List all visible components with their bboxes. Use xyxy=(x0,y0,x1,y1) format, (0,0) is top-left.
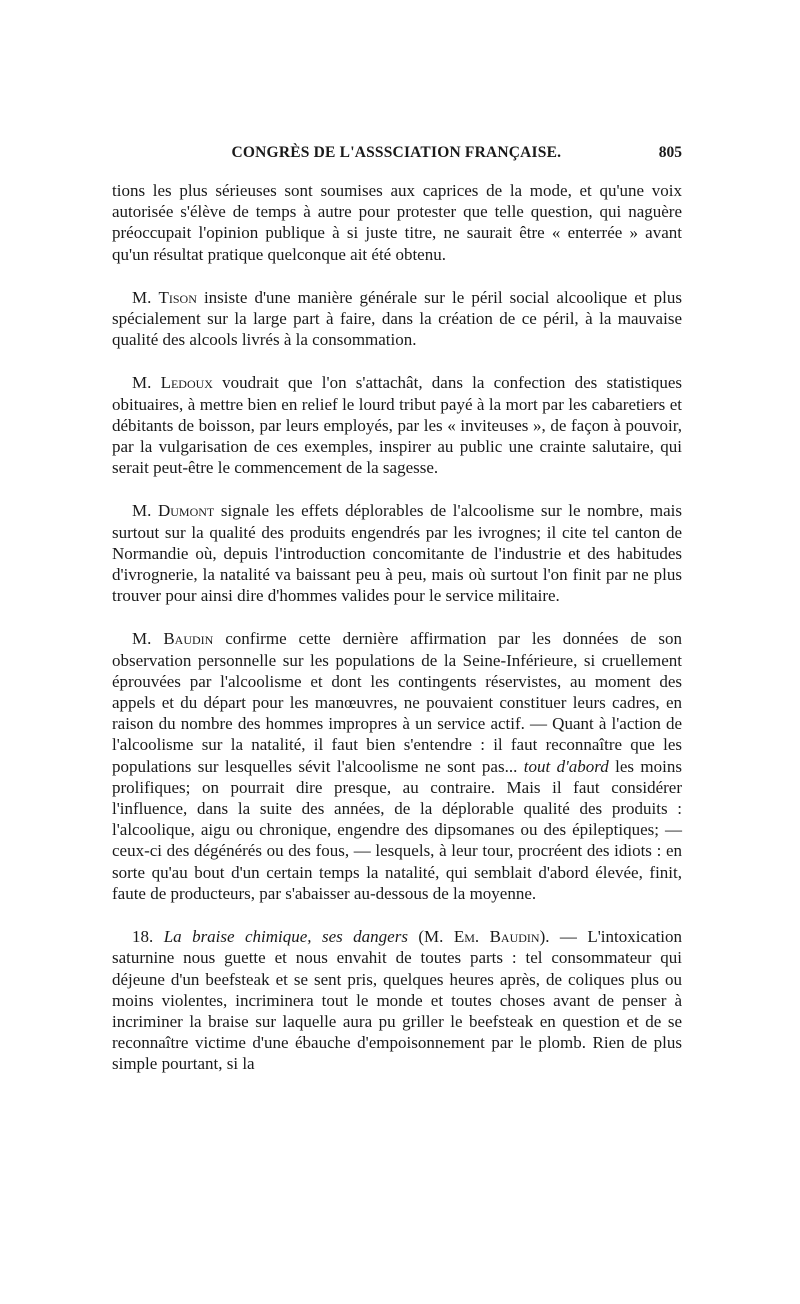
section-title: La braise chimique, ses dangers xyxy=(163,927,408,947)
body-text xyxy=(112,180,682,1075)
paragraph-ledoux xyxy=(112,372,682,478)
italic-phrase: tout d'abord xyxy=(523,756,609,776)
speaker-name: Tison xyxy=(158,287,197,307)
paragraph-continuation xyxy=(112,180,682,265)
speaker-prefix: M. xyxy=(132,373,161,393)
speaker-prefix: M. xyxy=(132,287,159,307)
speaker-name: Dumont xyxy=(157,501,215,521)
paragraph-text: voudrait que l'on s'attachât, dans la confection des statistiques obituaires, à mettre bien en relief le lourd tribut payé à la mort par les cabaretiers et débitants de boisson, par leurs employés, par les « inviteuses », de façon à pouvoir, par la vulgarisation de ces exemples, inspirer au public une crainte salutaire, qui serait peut-être le commencement de la sagesse. xyxy=(112,373,682,478)
paragraph-text: tions les plus sérieuses sont soumises aux caprices de la mode, et qu'une voix autorisée s'élève de temps à autre pour protester que telle question, qui naguère préoccupait l'opinion publique à si juste titre, ne saurait être « enterrée » avant qu'un résultat pratique quelconque ait été obtenu. xyxy=(112,181,682,264)
paragraph-text: confirme cette dernière affirmation par les données de son observation personnelle sur les populations de la Seine-Inférieure, si cruellement éprouvées par l'alcoolisme et dont les contingents réservistes, au moment des appels et du départ pour les manœuvres, ne pouvaient constituer leurs cadres, en raison du nombre des hommes impropres à un service actif. — Quant à l'action de l'alcoolisme sur la natalité, il faut bien s'entendre : il faut reconnaître que les populations sur lesquelles sévit l'alcoolisme ne sont pas... xyxy=(112,629,682,776)
section-number: 18. xyxy=(132,927,164,947)
section-author: Em. Baudin xyxy=(453,927,540,947)
running-header xyxy=(112,144,682,174)
author-open: (M. xyxy=(407,927,454,947)
document-page xyxy=(112,144,682,1075)
speaker-prefix: M. xyxy=(132,501,158,521)
paragraph-text: signale les effets déplorables de l'alcoolisme sur le nombre, mais surtout sur la qualité des produits engendrés par les ivrognes; il cite tel canton de Normandie où, depuis l'introduction concomitante de l'industrie et des habitudes d'ivrognerie, la natalité va baissant peu à peu, mais où surtout l'on finit par ne plus trouver pour ainsi dire d'hommes valides pour le service militaire. xyxy=(112,501,682,606)
paragraph-dumont xyxy=(112,500,682,606)
speaker-name: Baudin xyxy=(163,629,214,649)
running-title: CONGRÈS DE L'ASSSCIATION FRANÇAISE. xyxy=(231,144,562,161)
speaker-name: Ledoux xyxy=(160,373,213,393)
paragraph-text: les moins prolifiques; on pourrait dire presque, au contraire. Mais il faut considérer l'influence, dans la suite des années, de la déplorable qualité des produits : l'alcoolique, aigu ou chronique, engendre des dipsomanes ou des épileptiques; — ceux-ci des dégénérés ou des fous, — lesquels, à leur tour, procréent des idiots : en sorte qu'au bout d'un certain temps la natalité, qui semblait d'abord élevée, finit, faute de producteurs, par s'abaisser au-dessous de la moyenne. xyxy=(112,756,682,903)
speaker-prefix: M. xyxy=(132,629,164,649)
paragraph-section-18 xyxy=(112,926,682,1074)
paragraph-baudin xyxy=(112,628,682,904)
paragraph-text: L'intoxication saturnine nous guette et nous envahit de toutes parts : tel consommateur qui déjeune d'un beefsteak et se sent pris, quelques heures après, de coliques plus ou moins violentes, incriminera tout le monde et toutes choses avant de penser à incriminer la braise sur laquelle aura pu griller le beefsteak en question et de se reconnaître victime d'une ébauche d'empoisonnement par le plomb. Rien de plus simple pourtant, si la xyxy=(112,927,683,1074)
page-number: 805 xyxy=(658,144,682,161)
author-close: ). — xyxy=(539,927,588,947)
paragraph-tison xyxy=(112,287,682,351)
paragraph-text: insiste d'une manière générale sur le péril social alcoolique et plus spécialement sur la large part à faire, dans la création de ce péril, à la mauvaise qualité des alcools livrés à la consommation. xyxy=(112,287,682,350)
